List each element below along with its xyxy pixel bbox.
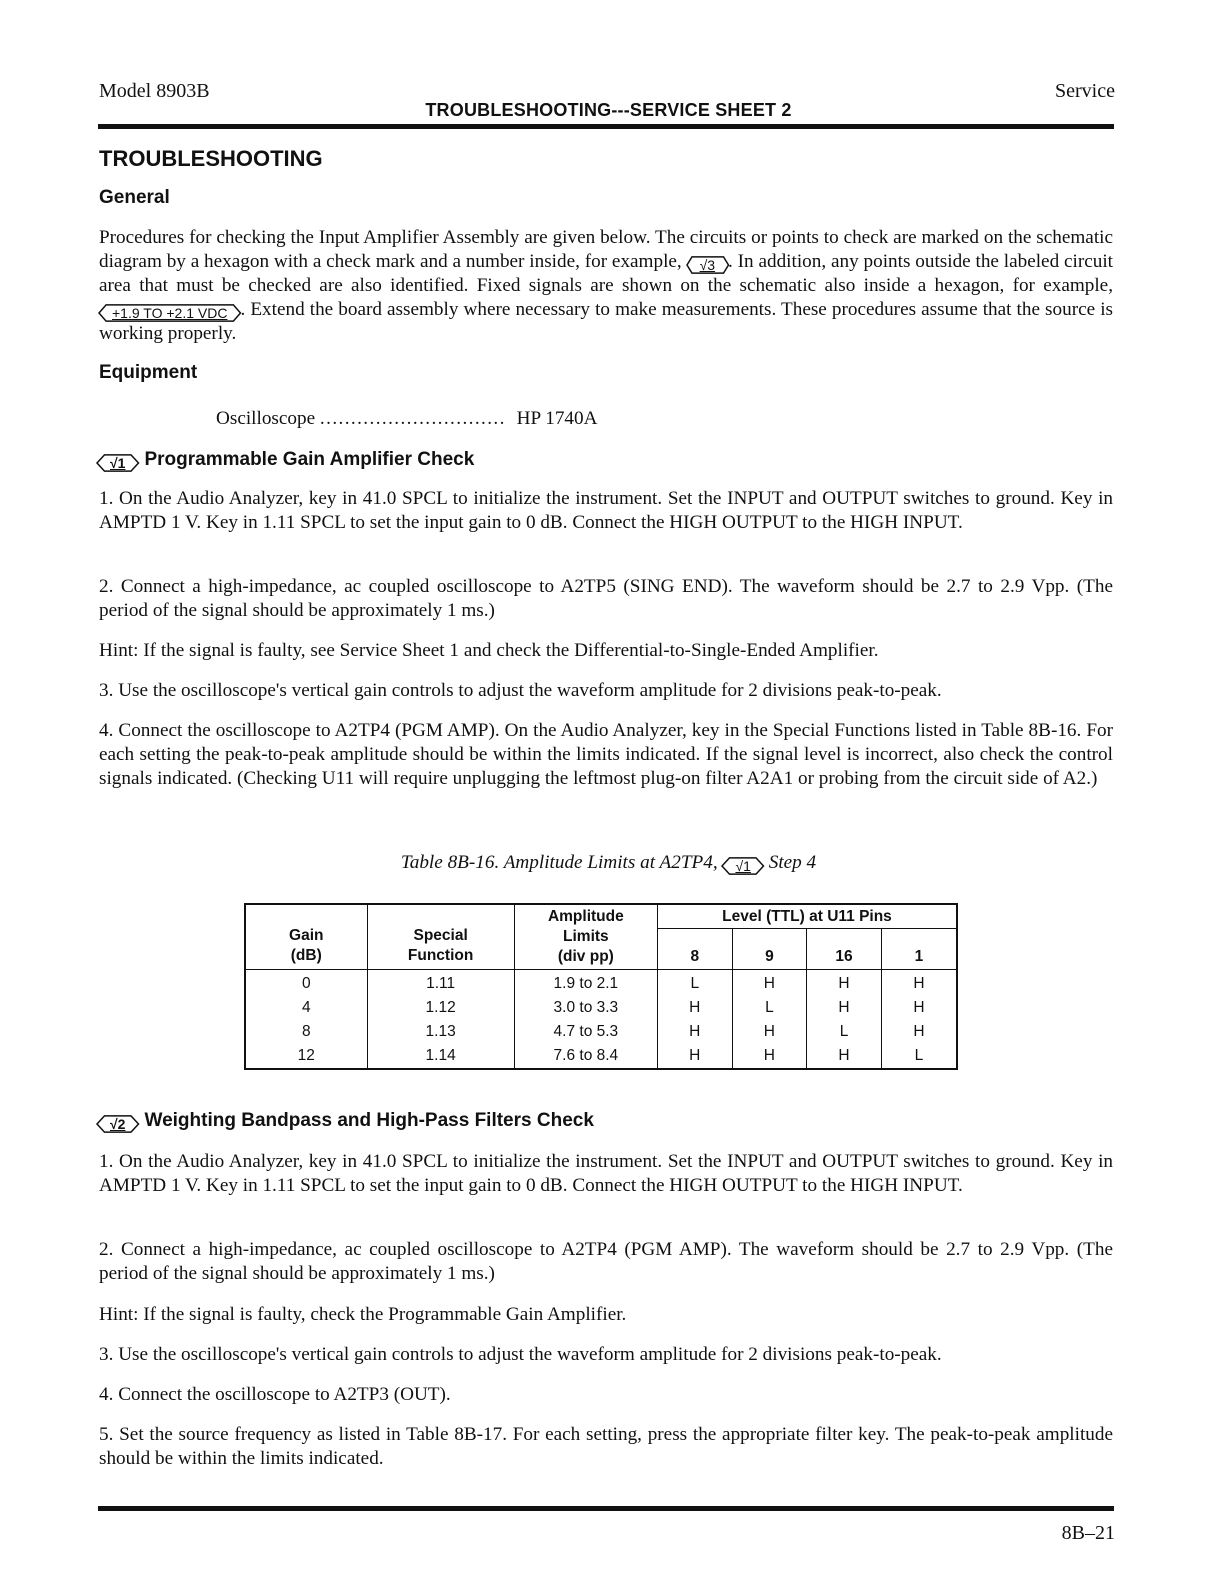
hex-example-1: √3 <box>699 257 716 273</box>
amplitude-limits-table <box>244 903 958 1070</box>
equipment-leader-dots: .............................. <box>319 408 506 429</box>
check1-step: 3. Use the oscilloscope's vertical gain controls to adjust the waveform amplitude for 2 divisions peak-to-peak. <box>99 680 942 701</box>
col-header-amplitude-limits: Amplitude Limits (div pp) <box>514 904 657 970</box>
pin-level-cell: H <box>657 1044 732 1069</box>
table-row <box>245 1020 957 1044</box>
equipment-item: Oscilloscope <box>216 408 316 429</box>
check1-step: 1. On the Audio Analyzer, key in 41.0 SPCL to initialize the instrument. Set the INPUT and OUTPUT switches to ground. Key in AMPTD 1 V. Key in 1.11 SPCL to set the input gain to 0 dB. Connect the HIGH OUTPUT to the HIGH INPUT. <box>99 488 1113 533</box>
pin-level-cell: H <box>807 970 882 997</box>
pin-level-cell: H <box>732 1044 807 1069</box>
col-header-gain: Gain (dB) <box>245 904 367 970</box>
pin-level-cell: H <box>657 1020 732 1044</box>
check2-step: 1. On the Audio Analyzer, key in 41.0 SPCL to initialize the instrument. Set the INPUT and OUTPUT switches to ground. Key in AMPTD 1 V. Key in 1.11 SPCL to set the input gain to 0 dB. Connect the HIGH OUTPUT to the HIGH INPUT. <box>99 1151 1113 1196</box>
general-text-1: Procedures for checking the Input Amplifier Assembly are given below. The circuits or points to check are marked on the schematic diagram by a hexagon with a check mark and a number inside, for example, <box>99 227 1113 272</box>
check1-step: 4. Connect the oscilloscope to A2TP4 (PGM AMP). On the Audio Analyzer, key in the Special Functions listed in Table 8B-16. For each setting the peak-to-peak amplitude should be within the limits indicated. If the signal level is incorrect, also check the control signals indicated. (Checking U11 will require unplugging the leftmost plug-on filter A2A1 or probing from the circuit side of A2.) <box>99 720 1113 789</box>
pin-level-cell: H <box>881 996 957 1020</box>
col-header-pin: 1 <box>881 929 957 970</box>
check2-step: 4. Connect the oscilloscope to A2TP3 (OUT). <box>99 1384 451 1405</box>
col-header-level: Level (TTL) at U11 Pins <box>657 904 957 929</box>
header-rule <box>98 124 1114 129</box>
pin-level-cell: L <box>657 970 732 997</box>
pin-level-cell: H <box>657 996 732 1020</box>
equipment-model: HP 1740A <box>516 408 598 429</box>
check2-step: 5. Set the source frequency as listed in Table 8B-17. For each setting, press the appropriate filter key. The peak-to-peak amplitude should be within the limits indicated. <box>99 1424 1113 1469</box>
amplitude-cell: 7.6 to 8.4 <box>514 1044 657 1069</box>
page-number: 8B–21 <box>1061 1522 1115 1544</box>
check1-hex-label: √1 <box>110 455 126 471</box>
gain-cell: 12 <box>245 1044 367 1069</box>
hexagon-check-icon <box>687 256 728 274</box>
equipment-row <box>216 408 597 430</box>
gain-cell: 4 <box>245 996 367 1020</box>
page-title: TROUBLESHOOTING <box>99 146 323 171</box>
pin-level-cell: H <box>732 970 807 997</box>
pin-level-cell: H <box>807 996 882 1020</box>
table-row <box>245 1044 957 1069</box>
col-header-pin: 8 <box>657 929 732 970</box>
col-header-pin: 16 <box>807 929 882 970</box>
caption-suffix: Step 4 <box>768 852 817 873</box>
footer-rule <box>98 1506 1114 1511</box>
section-title: TROUBLESHOOTING---SERVICE SHEET 2 <box>425 100 792 120</box>
check2-hex-label: √2 <box>110 1116 126 1132</box>
pin-level-cell: H <box>732 1020 807 1044</box>
special-function-cell: 1.12 <box>367 996 514 1020</box>
hexagon-check-icon <box>97 1115 138 1133</box>
check2-step: 3. Use the oscilloscope's vertical gain controls to adjust the waveform amplitude for 2 divisions peak-to-peak. <box>99 1344 942 1365</box>
table-row <box>245 970 957 997</box>
pin-level-cell: L <box>807 1020 882 1044</box>
check2-hint: Hint: If the signal is faulty, check the Programmable Gain Amplifier. <box>99 1304 627 1325</box>
model-label: Model 8903B <box>99 80 210 102</box>
general-text-2: . In addition, any points outside the labeled circuit area that must be checked are also identified. Fixed signals are shown on the schematic also inside a hexagon, for example, <box>99 251 1114 296</box>
check1-hint: Hint: If the signal is faulty, see Service Sheet 1 and check the Differential-to-Single-Ended Amplifier. <box>99 640 879 661</box>
check1-step: 2. Connect a high-impedance, ac coupled oscilloscope to A2TP5 (SING END). The waveform should be 2.7 to 2.9 Vpp. (The period of the signal should be approximately 1 ms.) <box>99 576 1113 621</box>
service-label: Service <box>1055 80 1115 102</box>
special-function-cell: 1.11 <box>367 970 514 997</box>
check1-heading <box>97 449 474 472</box>
gain-cell: 0 <box>245 970 367 997</box>
pin-level-cell: L <box>881 1044 957 1069</box>
general-text-3: . Extend the board assembly where necessary to make measurements. These procedures assume that the source is working properly. <box>99 299 1113 344</box>
hexagon-check-icon <box>722 857 763 875</box>
special-function-cell: 1.13 <box>367 1020 514 1044</box>
col-header-pin: 9 <box>732 929 807 970</box>
check2-step: 2. Connect a high-impedance, ac coupled oscilloscope to A2TP4 (PGM AMP). The waveform should be 2.7 to 2.9 Vpp. (The period of the signal should be approximately 1 ms.) <box>99 1239 1113 1284</box>
gain-cell: 8 <box>245 1020 367 1044</box>
hexagon-signal-icon <box>99 304 240 322</box>
special-function-cell: 1.14 <box>367 1044 514 1069</box>
hex-example-2: +1.9 TO +2.1 VDC <box>112 305 228 321</box>
amplitude-cell: 3.0 to 3.3 <box>514 996 657 1020</box>
col-header-special-function: Special Function <box>367 904 514 970</box>
amplitude-cell: 1.9 to 2.1 <box>514 970 657 997</box>
pin-level-cell: H <box>881 970 957 997</box>
general-heading: General <box>99 187 170 208</box>
hexagon-check-icon <box>97 454 138 472</box>
table-caption <box>0 852 1217 875</box>
pin-level-cell: H <box>807 1044 882 1069</box>
general-paragraph <box>99 226 1113 346</box>
check2-title: Weighting Bandpass and High-Pass Filters Check <box>144 1110 594 1131</box>
pin-level-cell: H <box>881 1020 957 1044</box>
equipment-heading: Equipment <box>99 362 198 383</box>
table-row <box>245 996 957 1020</box>
caption-hex-label: √1 <box>735 858 751 874</box>
amplitude-cell: 4.7 to 5.3 <box>514 1020 657 1044</box>
check1-title: Programmable Gain Amplifier Check <box>144 449 475 470</box>
check2-heading <box>97 1110 594 1133</box>
pin-level-cell: L <box>732 996 807 1020</box>
caption-prefix: Table 8B-16. Amplitude Limits at A2TP4, <box>400 852 718 873</box>
